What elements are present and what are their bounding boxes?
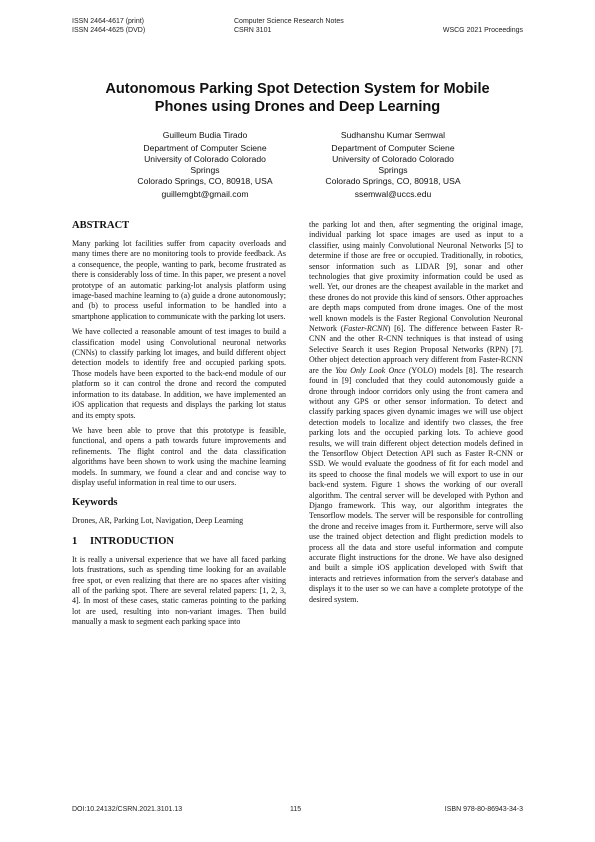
right-column: [309, 220, 523, 610]
author-name: Guilleum Budia Tirado: [162, 130, 248, 140]
introduction-paragraph-2: [309, 220, 523, 605]
left-column: [72, 220, 286, 633]
header-center: [234, 17, 344, 35]
section-title: INTRODUCTION: [90, 535, 175, 547]
author-univ: University of Colorado Colorado: [144, 154, 266, 164]
author-dept: Department of Computer Sciene: [331, 143, 455, 153]
author-dept: Department of Computer Sciene: [143, 143, 267, 153]
author-univ-2: Springs: [378, 165, 408, 175]
emphasis-faster-rcnn: Faster-RCNN: [343, 324, 388, 334]
introduction-paragraph-1: It is really a universal experience that we have all faced parking lots frustrations, such as spending time looking for an available free spot, or even realizing that there are no spaces after visiting all of the parking spot. There are several related papers: [1, 2, 3, 4]. In most of these cases, static cameras pointing to the parking lot are used, resulting into non-variant images. Then build manually a mask to segment each parking space into: [72, 554, 286, 627]
abstract-paragraph-2: We have collected a reasonable amount of test images to build a classification model using Convolutional neuronal networks (CNNs) to classify parking lot images, and build different object detection models to identify free and occupied parking spots. Those models have been exported to the back-end module of our platform so it can control the drone and record the computed information to its database. In addition, we have implemented an iOS application that requests and displays the parking lot status and its empty spots.: [72, 327, 286, 420]
csrn-number: CSRN 3101: [234, 27, 272, 34]
isbn-label: ISBN 978-80-86943-34-3: [444, 806, 523, 813]
author-name: Sudhanshu Kumar Semwal: [340, 130, 446, 140]
abstract-heading: ABSTRACT: [72, 220, 130, 231]
keywords-list: Drones, AR, Parking Lot, Navigation, Deep Learning: [72, 516, 244, 526]
proceedings-label: WSCG 2021 Proceedings: [442, 27, 523, 34]
paper-title: [60, 80, 535, 116]
page-number: 115: [290, 806, 302, 813]
doi-label: DOI:10.24132/CSRN.2021.3101.13: [72, 806, 183, 813]
author-email: ssemwal@uccs.edu: [354, 189, 432, 199]
abstract-paragraph-1: Many parking lot facilities suffer from capacity overloads and many times there are no monitoring tools to provide feedback. As a consequence, the people, wanting to park, become frustrated as there is considerably loss of time. In this paper, we present a novel prototype of an automatic parking-lot analysis platform using image-based machine learning to (a) guide a drone autonomously; and (b) to process useful information to be handled into a smartphone application to communicate with the parking lot users.: [72, 239, 286, 321]
introduction-heading: [72, 536, 286, 548]
abstract-paragraph-3: We have been able to prove that this prototype is feasible, functional, and opens a path towards future improvements and refinements. The flight control and the data classification algorithms have been shown to work using the machine learning models. In summary, we found a clear and and concise way to display useful information in real time to our users.: [72, 425, 286, 487]
section-number: 1: [72, 535, 78, 547]
author-univ: University of Colorado Colorado: [332, 154, 454, 164]
issn-print: ISSN 2464-4617 (print): [72, 18, 144, 25]
emphasis-yolo: You Only Look Once: [335, 365, 406, 375]
header-left: [72, 17, 145, 35]
paragraph-text: the parking lot and then, after segmenting the original image, individual parking lot space images are used as input to a classifier, using mainly Convolutional Neuronal Networks [5] to determine if those are free or occupied. Traditionally, in robotics, sensor information such as LIDAR [9], sonar and other technologies that give proximity information could be used as well. Yet, our drones are the cheapest available in the market and these drones do not provide this kind of sensors. Other approaches are depth maps computed from drone images. One of the most well known models is the Faster Regional Convolution Neuronal Network (: [309, 220, 523, 334]
issn-dvd: ISSN 2464-4625 (DVD): [72, 27, 146, 34]
author-address: Colorado Springs, CO, 80918, USA: [137, 176, 273, 186]
series-name: Computer Science Research Notes: [234, 18, 344, 25]
author-block-1: [105, 130, 305, 200]
author-address: Colorado Springs, CO, 80918, USA: [325, 176, 461, 186]
title-line-2: Phones using Drones and Deep Learning: [154, 99, 441, 115]
author-email: guillemgbt@gmail.com: [161, 189, 249, 199]
author-block-2: [293, 130, 493, 200]
keywords-heading: Keywords: [72, 497, 118, 509]
paragraph-text: ) [6]. The difference between Faster R-CNN and the other R-CNN techniques is that instead of using Selective Search it uses Region Proposal Networks (RPN) [7]. Other object detection approach very different from Faster-RCNN are the: [309, 324, 524, 375]
paragraph-text: (YOLO) models [8]. The research found in [9] concluded that they could autonomously guide a drone through indoor corridors only using the front camera and without any GPS or other sensor information. To detect and classify parking spaces given dynamic images we will use object detection models to localize and identify two classes, the free parking lots and the occupied parking lots. To achieve good results, we will train different object detection models defined in the Tensorflow Object Detection API such as Faster R-CNN or SSD. We would evaluate the goodness of fit for each model and its speed to choose the final models we will export to use in our back-end system. Figure 1 shows the working of our overall algorithm. The central server will be developed with Python and Django framework. This way, our algorithm integrates the Tensorflow models. The server will be responsible for controlling the drone and receive images from it. Furthermore, serve will also use the trained object detection and flight prediction models to process all the data and store useful information and compute accurate flight instructions for the drone. We have also designed and built a simple iOS application developed with Swift that interacts and retrieves information from the server's database and displays it to the user so we can have a complete prototype of the desired system.: [309, 365, 524, 604]
title-line-1: Autonomous Parking Spot Detection System for Mobile: [105, 81, 490, 97]
author-univ-2: Springs: [190, 165, 220, 175]
